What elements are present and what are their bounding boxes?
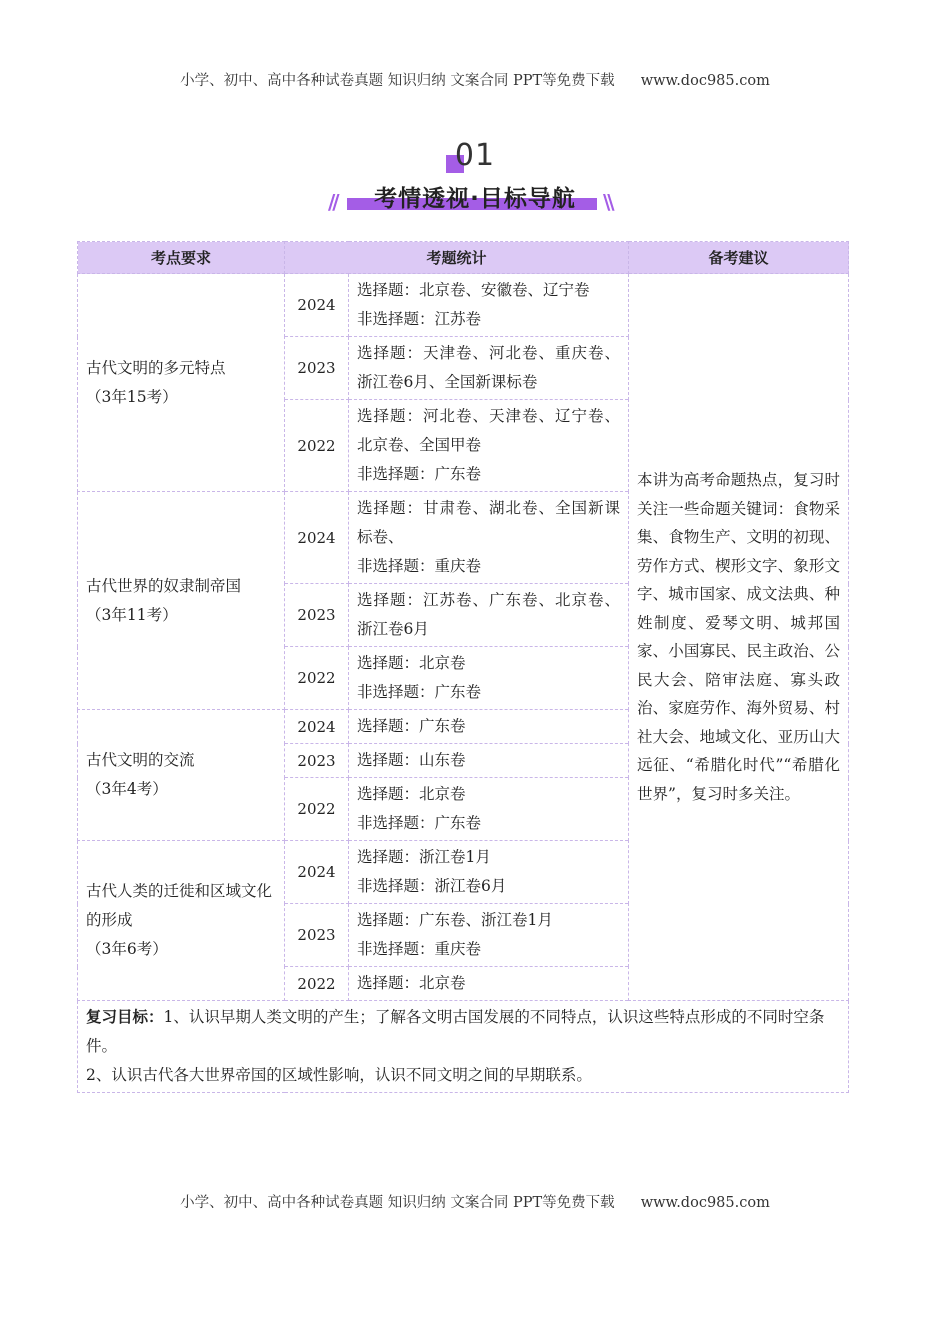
- slash-decoration-left: //: [328, 190, 337, 214]
- year-cell: 2022: [285, 647, 349, 710]
- year-cell: 2023: [285, 744, 349, 778]
- goal-row: [78, 1001, 849, 1093]
- detail-line: 非选择题：重庆卷: [357, 557, 482, 575]
- topic-name: 古代世界的奴隶制帝国: [86, 576, 242, 595]
- year-cell: 2022: [285, 778, 349, 841]
- detail-cell: [349, 337, 629, 400]
- topic-name: 古代文明的多元特点: [86, 358, 226, 377]
- detail-line: 非选择题：浙江卷6月: [357, 877, 507, 895]
- year-cell: 2024: [285, 274, 349, 337]
- page-header: [0, 69, 950, 90]
- goal-cell: [78, 1001, 849, 1093]
- goal-line-1: [86, 1003, 840, 1061]
- year-cell: 2024: [285, 841, 349, 904]
- detail-line: 非选择题：广东卷: [357, 814, 482, 832]
- detail-cell: [349, 492, 629, 584]
- year-cell: 2024: [285, 710, 349, 744]
- detail-line: 选择题：河北卷、天津卷、辽宁卷、北京卷、全国甲卷: [357, 407, 621, 454]
- goal-label: 复习目标：: [86, 1008, 164, 1026]
- detail-cell: [349, 400, 629, 492]
- topic-count: （3年6考）: [86, 940, 168, 958]
- footer-site: www.doc985.com: [640, 1195, 770, 1211]
- goal-text-1: 1、认识早期人类文明的产生；了解各文明古国发展的不同特点，认识这些特点形成的不同时空条件。: [86, 1008, 825, 1055]
- detail-line: 选择题：北京卷: [357, 974, 466, 992]
- header-text: 小学、初中、高中各种试卷真题 知识归纳 文案合同 PPT等免费下载: [180, 73, 615, 89]
- detail-line: 选择题：北京卷: [357, 654, 466, 672]
- header-topic: 考点要求: [78, 242, 285, 274]
- goal-text-2: 2、认识古代各大世界帝国的区域性影响，认识不同文明之间的早期联系。: [86, 1066, 592, 1084]
- detail-cell: [349, 274, 629, 337]
- detail-line: 选择题：浙江卷1月: [357, 848, 491, 866]
- detail-line: 选择题：甘肃卷、湖北卷、全国新课标卷、: [357, 499, 621, 546]
- detail-cell: [349, 967, 629, 1001]
- topic-cell: [78, 274, 285, 492]
- header-stats: 考题统计: [285, 242, 629, 274]
- detail-line: 非选择题：广东卷: [357, 683, 482, 701]
- topic-count: （3年4考）: [86, 780, 168, 798]
- topic-cell: [78, 710, 285, 841]
- detail-line: 选择题：广东卷、浙江卷1月: [357, 911, 553, 929]
- section-title: 考情透视·目标导航: [374, 186, 576, 212]
- detail-cell: [349, 841, 629, 904]
- year-cell: 2022: [285, 400, 349, 492]
- detail-cell: [349, 584, 629, 647]
- detail-line: 选择题：江苏卷、广东卷、北京卷、浙江卷6月: [357, 591, 621, 638]
- topic-cell: [78, 841, 285, 1001]
- page-footer: [0, 1191, 950, 1212]
- table-header-row: [78, 242, 849, 274]
- year-cell: 2022: [285, 967, 349, 1001]
- topic-count: （3年15考）: [86, 387, 178, 406]
- footer-text: 小学、初中、高中各种试卷真题 知识归纳 文案合同 PPT等免费下载: [180, 1195, 615, 1211]
- detail-cell: [349, 778, 629, 841]
- year-cell: 2023: [285, 337, 349, 400]
- detail-cell: [349, 647, 629, 710]
- detail-line: 选择题：北京卷、安徽卷、辽宁卷: [357, 281, 590, 299]
- table-row: [78, 274, 849, 337]
- advice-cell: 本讲为高考命题热点，复习时关注一些命题关键词：食物采集、食物生产、文明的初现、劳作方式、楔形文字、象形文字、城市国家、成文法典、种姓制度、爱琴文明、城邦国家、小国寡民、民主政治、公民大会、陪审法庭、寡头政治、家庭劳作、海外贸易、村社大会、地域文化、亚历山大远征、“希腊化时代”“希腊化世界”，复习时多关注。: [629, 274, 849, 1001]
- topic-name: 古代文明的交流: [86, 751, 195, 769]
- year-cell: 2024: [285, 492, 349, 584]
- detail-line: 选择题：天津卷、河北卷、重庆卷、浙江卷6月、全国新课标卷: [357, 344, 621, 391]
- topic-cell: [78, 492, 285, 710]
- section-number: 01: [454, 138, 496, 173]
- detail-cell: [349, 710, 629, 744]
- detail-line: 选择题：广东卷: [357, 717, 466, 735]
- topic-name: 古代人类的迁徙和区域文化的形成: [86, 882, 273, 929]
- detail-line: 非选择题：江苏卷: [357, 310, 482, 328]
- topic-count: （3年11考）: [86, 605, 178, 624]
- detail-cell: [349, 744, 629, 778]
- detail-line: 非选择题：广东卷: [357, 465, 482, 483]
- slash-decoration-right: \\: [603, 190, 612, 214]
- detail-line: 选择题：山东卷: [357, 751, 466, 769]
- detail-line: 选择题：北京卷: [357, 785, 466, 803]
- detail-line: 非选择题：重庆卷: [357, 940, 482, 958]
- detail-cell: [349, 904, 629, 967]
- header-site: www.doc985.com: [640, 73, 770, 89]
- year-cell: 2023: [285, 584, 349, 647]
- exam-analysis-table: [77, 241, 849, 1093]
- year-cell: 2023: [285, 904, 349, 967]
- header-advice: 备考建议: [629, 242, 849, 274]
